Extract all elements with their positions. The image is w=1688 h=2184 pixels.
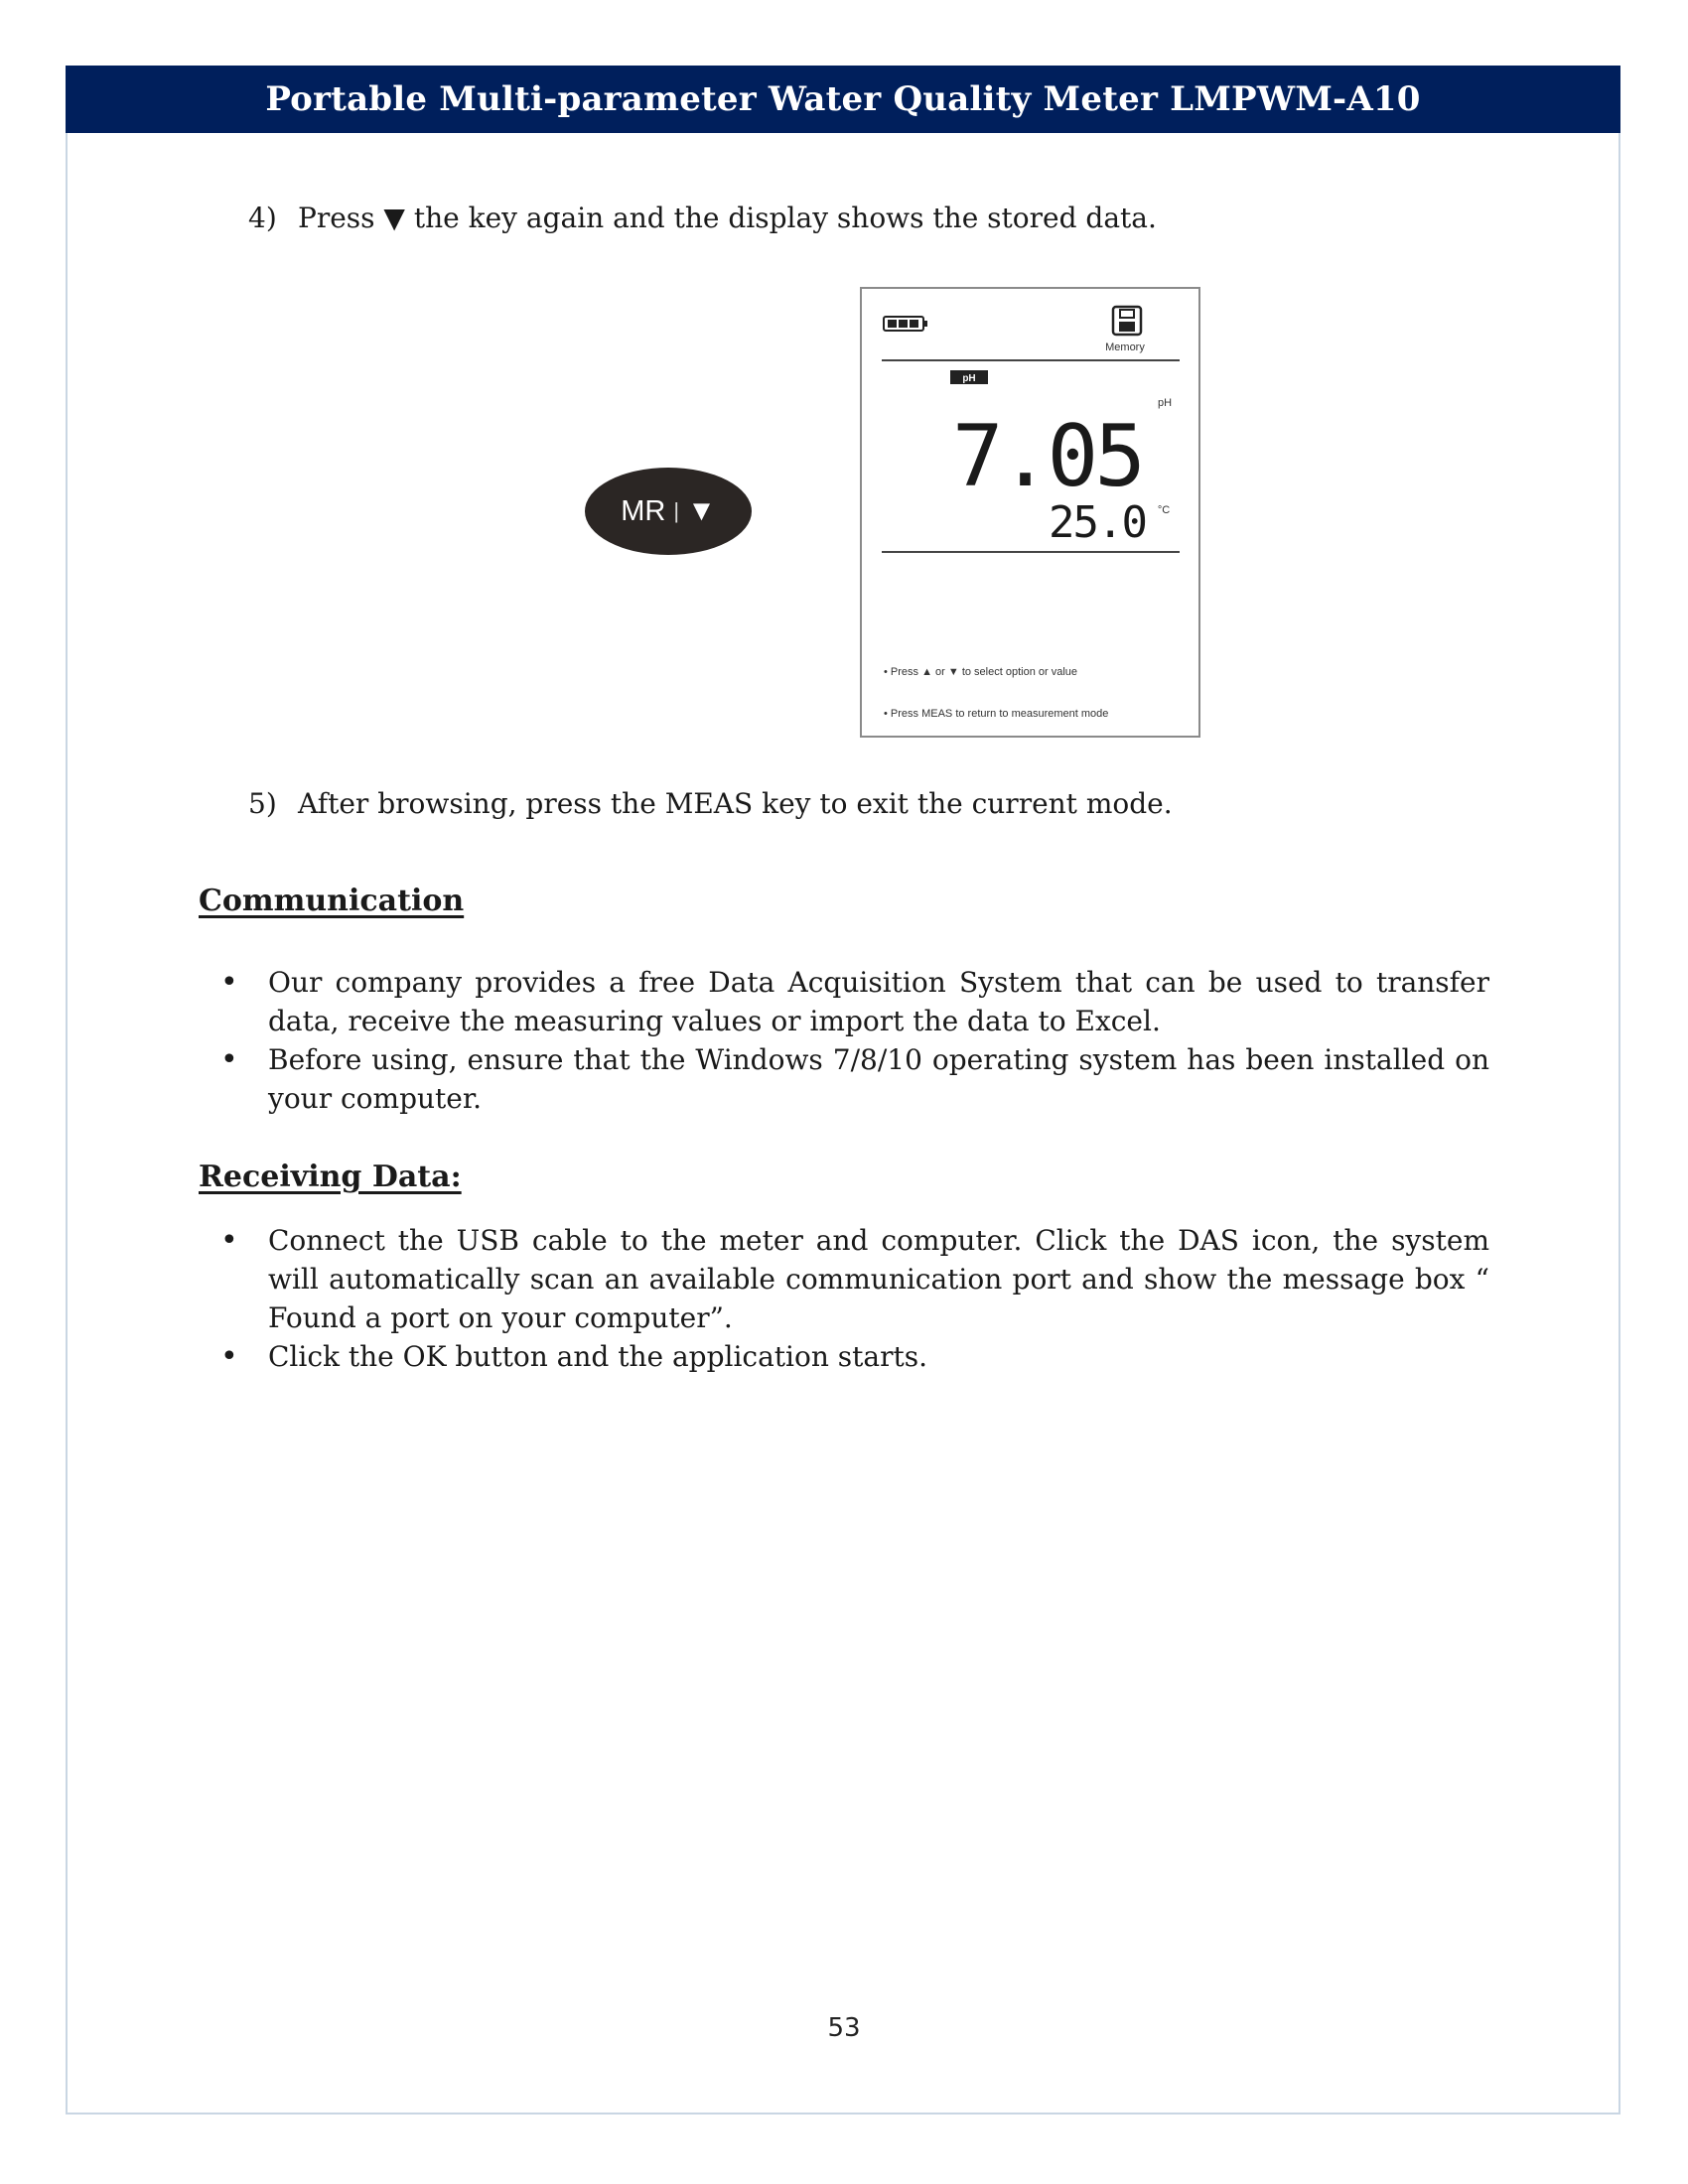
step-number: 4) xyxy=(248,202,277,234)
main-unit: pH xyxy=(1157,397,1173,409)
memory-label: Memory xyxy=(1105,341,1145,353)
down-arrow-icon: ▼ xyxy=(687,494,716,527)
memory-icon xyxy=(1113,307,1141,335)
list-item: • Connect the USB cable to the meter and computer. Click the DAS icon, the system will automatically scan an available communication port and show the message box “ Found a port on your computer”. xyxy=(220,1223,1489,1334)
button-label: MR xyxy=(621,494,666,527)
hint-return-measurement: • Press MEAS to return to measurement mode xyxy=(884,708,1109,720)
list-item: • Click the OK button and the application starts. xyxy=(220,1339,928,1374)
button-separator: | xyxy=(673,498,680,523)
step-5 xyxy=(248,784,1173,824)
hint-select-option: • Press ▲ or ▼ to select option or value xyxy=(884,666,1078,678)
bullet-icon: • xyxy=(220,1042,238,1077)
battery-icon xyxy=(884,317,927,331)
bullet-icon: • xyxy=(220,1223,238,1258)
step-4 xyxy=(248,199,1157,238)
page-number: 53 xyxy=(827,2013,861,2043)
document-title: Portable Multi-parameter Water Quality Meter LMPWM-A10 xyxy=(66,66,1620,133)
temperature-reading: 25.0 xyxy=(1049,497,1146,548)
communication-heading: Communication xyxy=(199,884,465,918)
bullet-icon: • xyxy=(220,1339,238,1374)
communication-list xyxy=(199,963,1489,1118)
mr-down-key-illustration xyxy=(585,468,752,555)
parameter-tag: pH xyxy=(962,373,976,384)
step-text: After browsing, press the MEAS key to exit the current mode. xyxy=(298,787,1173,820)
step-text: Press ▼ the key again and the display shows the stored data. xyxy=(298,202,1157,234)
temperature-unit: °C xyxy=(1157,504,1171,516)
list-item: • Our company provides a free Data Acquisition System that can be used to transfer data, receive the measuring values or import the data to Excel. xyxy=(220,965,1489,1037)
display-screen xyxy=(862,289,1198,736)
main-reading: 7.05 xyxy=(951,407,1142,506)
step-number: 5) xyxy=(248,787,277,820)
meter-display-illustration xyxy=(860,287,1200,738)
bullet-icon: • xyxy=(220,965,238,1000)
receiving-data-list xyxy=(199,1221,1489,1376)
list-item: • Before using, ensure that the Windows 7/8/10 operating system has been installed on your computer. xyxy=(220,1042,1489,1115)
receiving-data-heading: Receiving Data: xyxy=(199,1160,462,1194)
